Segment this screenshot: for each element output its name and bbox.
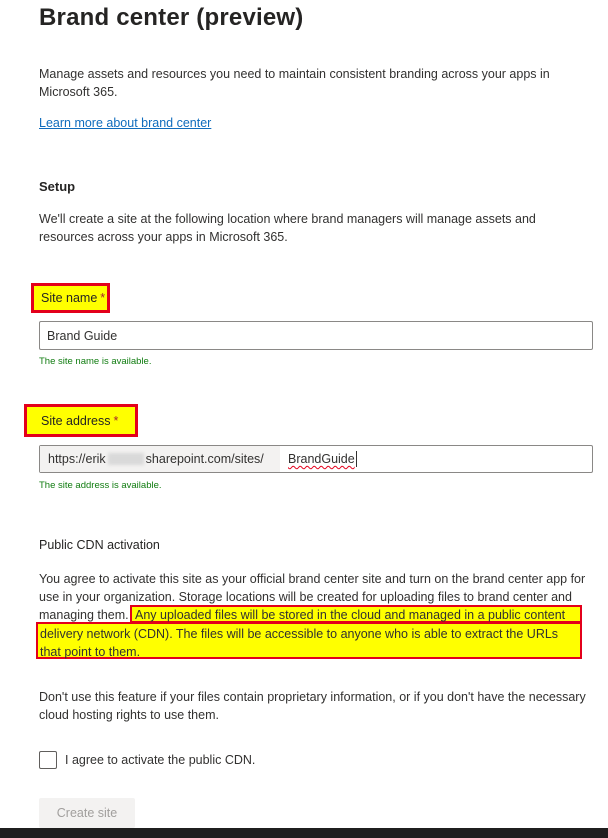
agree-cdn-checkbox[interactable] bbox=[39, 751, 57, 769]
intro-text: Manage assets and resources you need to maintain consistent branding across your apps in Microsoft 365. bbox=[39, 67, 550, 99]
page-title: Brand center (preview) bbox=[39, 4, 304, 31]
site-address-value: BrandGuide bbox=[288, 452, 355, 466]
site-name-label-text: Site name bbox=[41, 291, 98, 305]
site-address-input[interactable] bbox=[39, 445, 593, 473]
redacted-tenant bbox=[108, 453, 144, 465]
cdn-highlight-block bbox=[36, 622, 582, 659]
site-address-status: The site address is available. bbox=[39, 480, 162, 491]
create-site-button[interactable]: Create site bbox=[39, 798, 135, 828]
site-name-label bbox=[31, 283, 110, 313]
site-address-label bbox=[24, 404, 138, 437]
setup-heading: Setup bbox=[39, 179, 76, 194]
text-cursor bbox=[356, 451, 357, 467]
cdn-paragraph-part1: You agree to activate this site as your official brand center site and turn on the brand center app for use in your organization. Storage locations will be created for uploading files to brand center and managing them. bbox=[39, 572, 586, 622]
cdn-heading: Public CDN activation bbox=[39, 538, 160, 552]
site-address-prefix-start: https://erik bbox=[48, 452, 106, 466]
cdn-highlight-text-1: Any uploaded files will be stored in the cloud and managed in a public content bbox=[135, 608, 566, 622]
cdn-highlight-text-2: delivery network (CDN). The files will be accessible to anyone who is able to extract the URLs that point to them. bbox=[40, 627, 559, 659]
required-mark: * bbox=[113, 413, 119, 428]
setup-description: We'll create a site at the following location where brand managers will manage assets and resources across your apps in Microsoft 365. bbox=[39, 212, 536, 244]
taskbar-edge bbox=[0, 828, 608, 838]
site-address-prefix-end: sharepoint.com/sites/ bbox=[145, 452, 264, 466]
agree-cdn-label[interactable]: I agree to activate the public CDN. bbox=[65, 753, 256, 767]
site-name-input[interactable] bbox=[39, 321, 593, 350]
site-address-label-text: Site address bbox=[41, 413, 111, 428]
learn-more-link[interactable]: Learn more about brand center bbox=[39, 116, 212, 130]
site-name-value: Brand Guide bbox=[47, 328, 118, 343]
cdn-warning: Don't use this feature if your files contain proprietary information, or if you don't have the necessary cloud hosting rights to use them. bbox=[39, 690, 586, 722]
site-name-status: The site name is available. bbox=[39, 356, 152, 367]
cdn-highlight-line1 bbox=[130, 605, 582, 623]
site-address-prefix bbox=[40, 446, 280, 472]
required-mark: * bbox=[100, 291, 106, 305]
